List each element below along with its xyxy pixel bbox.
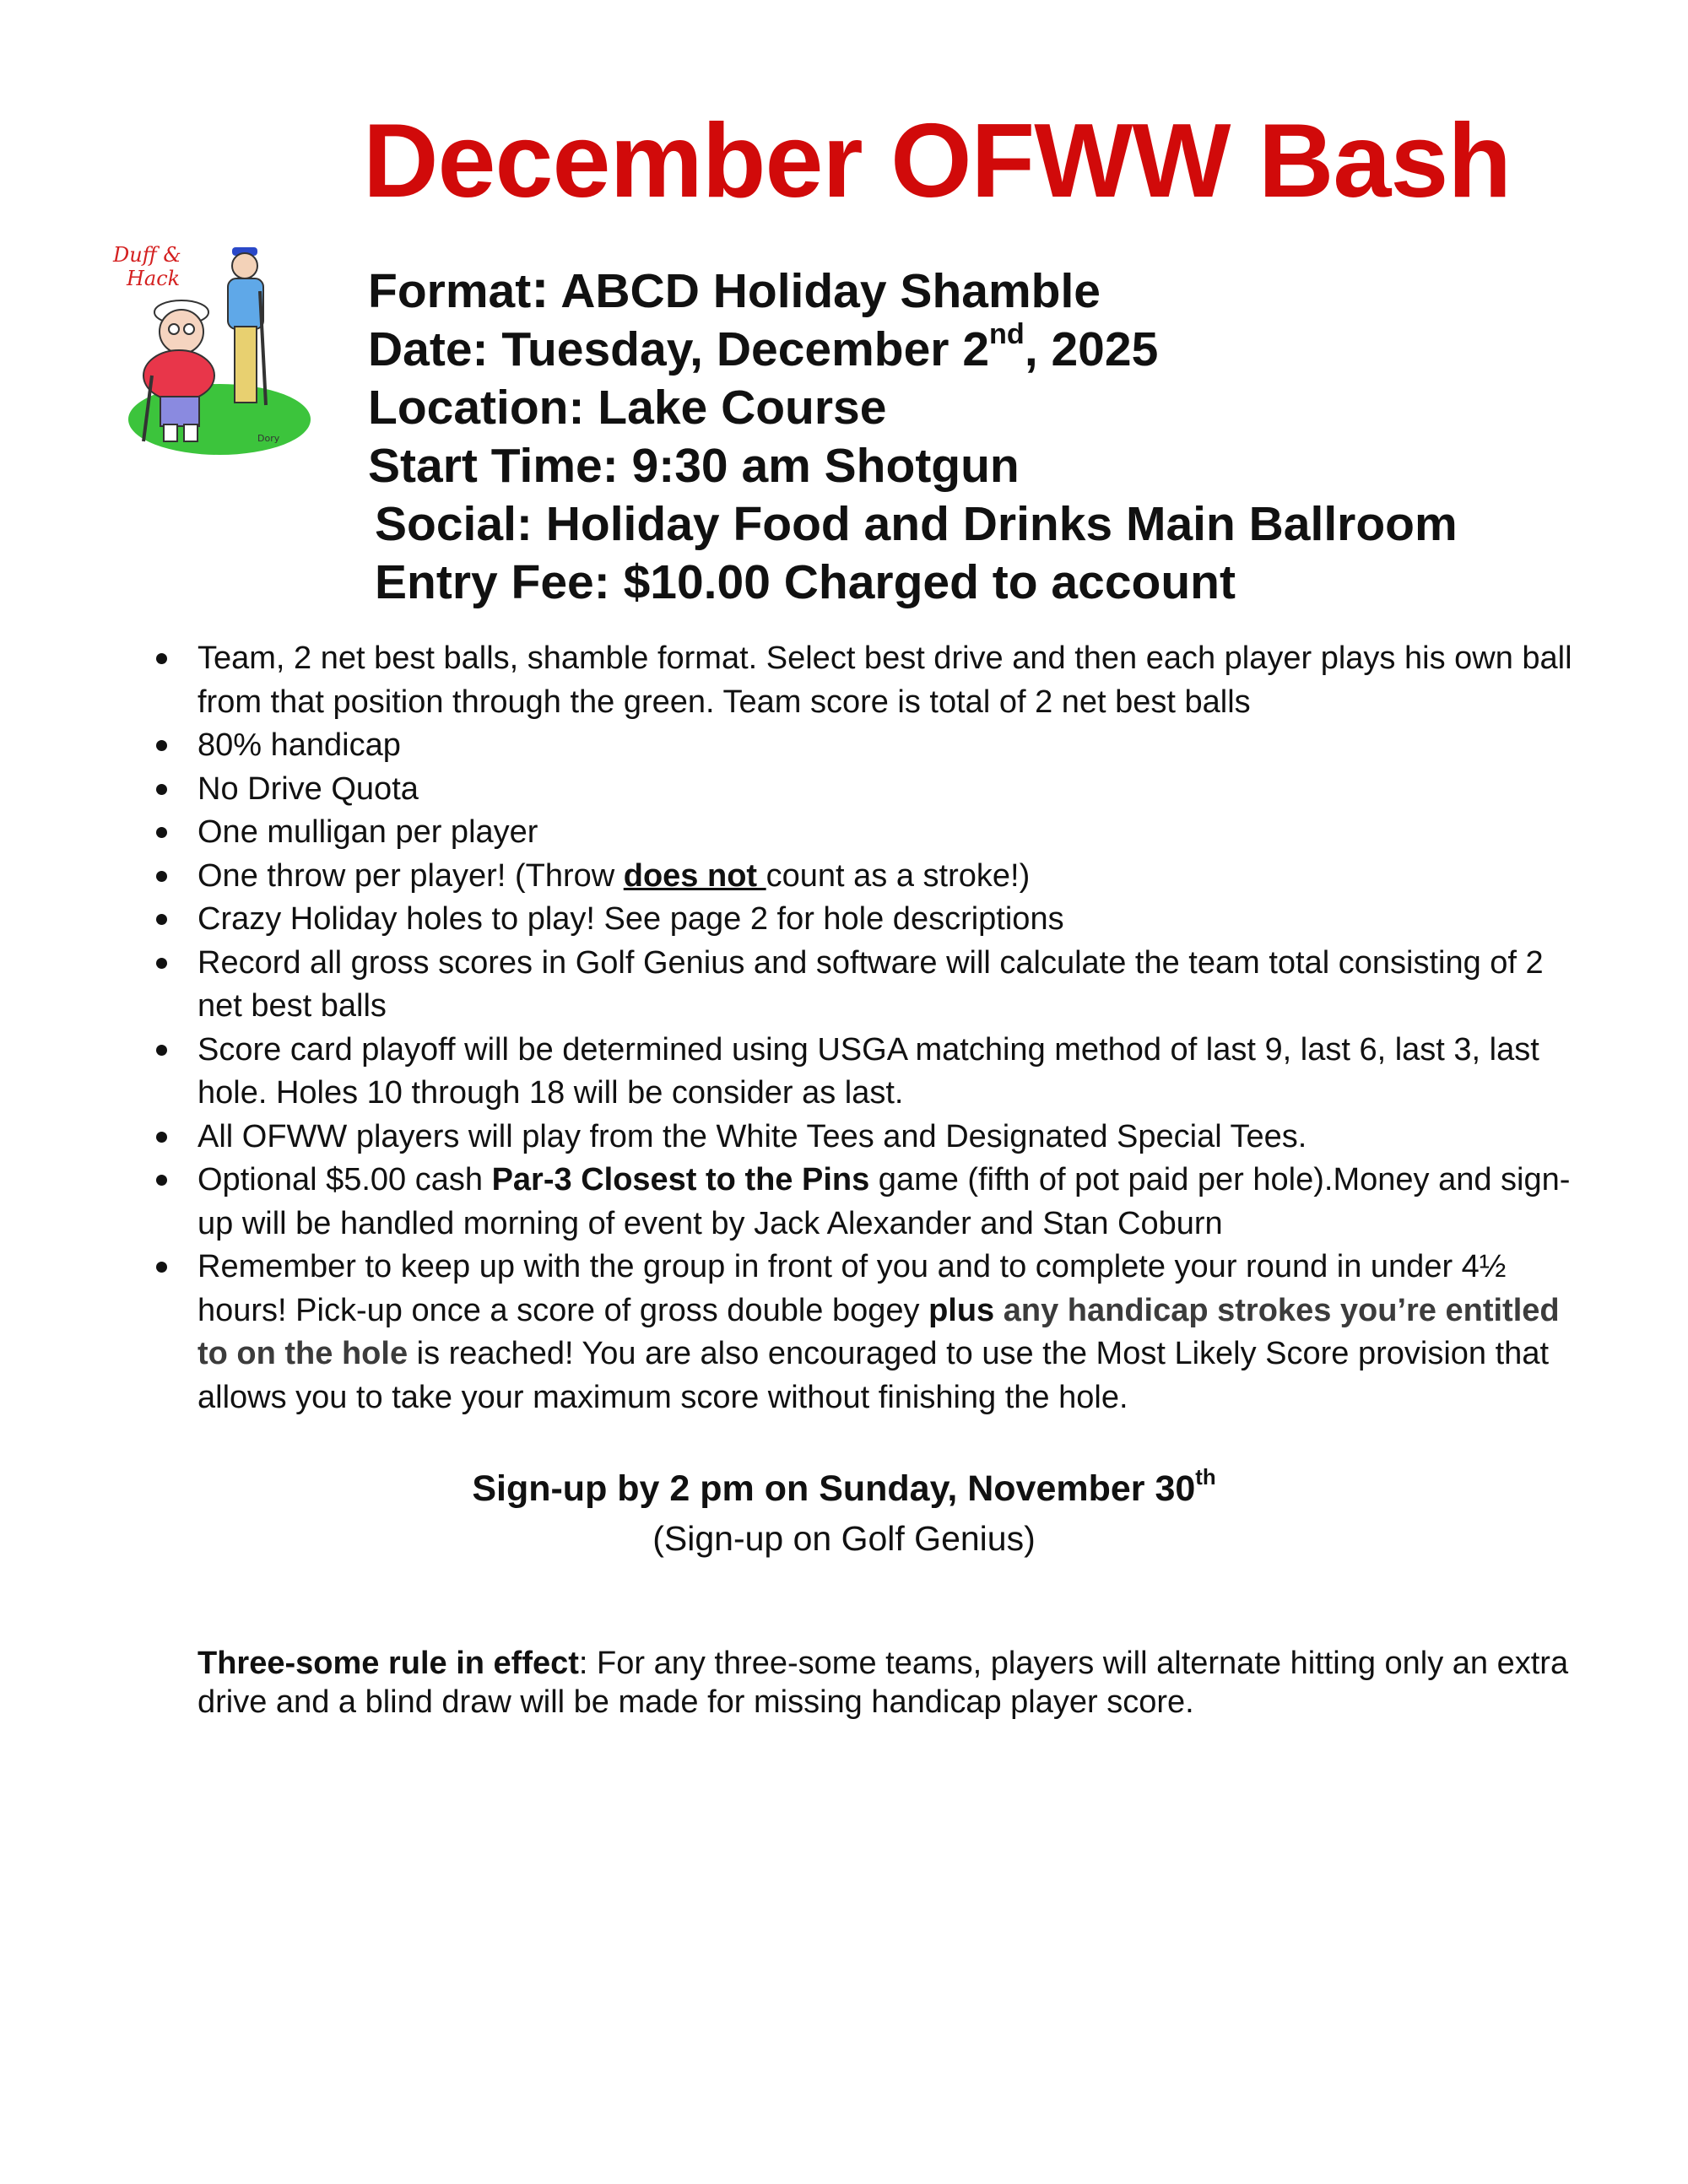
list-item: 80% handicap — [148, 724, 1591, 768]
list-item: One throw per player! (Throw does not count as a stroke!) — [148, 855, 1591, 899]
signup-deadline: Sign-up by 2 pm on Sunday, November 30th — [472, 1465, 1216, 1509]
duff-and-hack-logo — [110, 232, 321, 468]
list-item: Score card playoff will be determined using USGA matching method of last 9, last 6, last 3, last hole. Holes 10 through 18 will be consider as last. — [148, 1029, 1591, 1116]
format-line: Format: ABCD Holiday Shamble — [368, 258, 1101, 319]
svg-text:Hack: Hack — [127, 267, 181, 290]
signup-note: (Sign-up on Golf Genius) — [652, 1519, 1036, 1558]
list-item: No Drive Quota — [148, 768, 1591, 812]
threesome-rule: Three-some rule in effect: For any three-some teams, players will alternate hitting only an extra drive and a blind draw will be made for missing handicap player score. — [197, 1646, 1569, 1720]
start-time-line: Start Time: 9:30 am Shotgun — [368, 439, 1020, 493]
rules-list — [148, 637, 1591, 1419]
date-line: Date: Tuesday, December 2nd, 2025 — [368, 318, 1159, 376]
event-info — [368, 260, 1458, 612]
page-title: December OFWW Bash — [363, 103, 1512, 219]
entry-fee-line: Entry Fee: $10.00 Charged to account — [375, 555, 1236, 609]
logo-text: Duff & — [113, 243, 181, 267]
location-line: Location: Lake Course — [368, 381, 887, 435]
social-line: Social: Holiday Food and Drinks Main Ballroom — [375, 497, 1458, 551]
list-item: Remember to keep up with the group in front of you and to complete your round in under 4½ hours! Pick-up once a score of gross double bogey plus any handicap strokes you’re entitled to on the hole is reached! You are also encouraged to use the Most Likely Score provision that allows you to take your maximum score without finishing the hole. — [148, 1246, 1591, 1419]
list-item: All OFWW players will play from the White Tees and Designated Special Tees. — [148, 1116, 1591, 1160]
list-item: One mulligan per player — [148, 811, 1591, 855]
logo-signature: Dory — [257, 433, 280, 444]
list-item: Record all gross scores in Golf Genius and software will calculate the team total consisting of 2 net best balls — [148, 942, 1591, 1029]
list-item: Team, 2 net best balls, shamble format. Select best drive and then each player plays his own ball from that position through the green. Team score is total of 2 net best balls — [148, 637, 1591, 724]
list-item: Optional $5.00 cash Par-3 Closest to the Pins game (fifth of pot paid per hole).Money and sign-up will be handled morning of event by Jack Alexander and Stan Coburn — [148, 1159, 1591, 1246]
list-item: Crazy Holiday holes to play! See page 2 for hole descriptions — [148, 898, 1591, 942]
